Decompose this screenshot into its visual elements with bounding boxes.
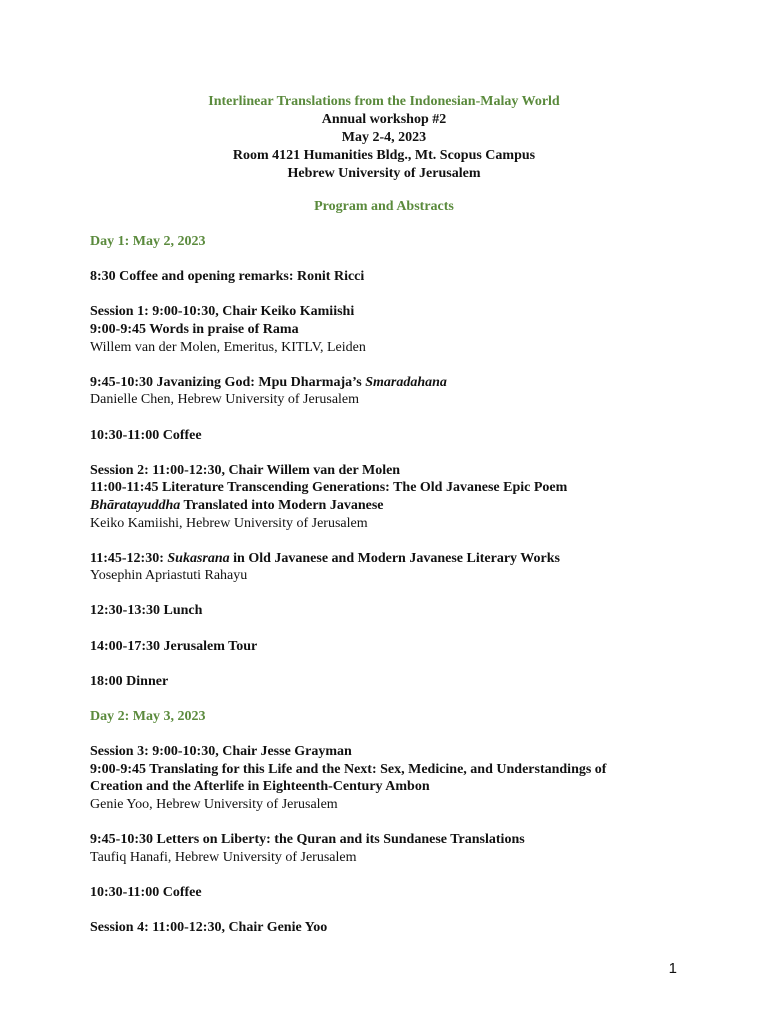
session2-talk1-title-line1: 11:00-11:45 Literature Transcending Generations: The Old Javanese Epic Poem	[90, 480, 568, 496]
document-header	[0, 93, 768, 183]
session2-talk2-speaker: Yosephin Apriastuti Rahayu	[90, 568, 248, 584]
opening-remarks: 8:30 Coffee and opening remarks: Ronit Ricci	[90, 269, 365, 285]
workshop-location: Room 4121 Humanities Bldg., Mt. Scopus Campus	[232, 148, 536, 163]
session1-talk2-title: 9:45-10:30 Javanizing God: Mpu Dharmaja’s Smaradahana	[90, 374, 447, 390]
workshop-title: Interlinear Translations from the Indonesian-Malay World	[208, 94, 560, 109]
day2-heading: Day 2: May 3, 2023	[90, 709, 206, 725]
workshop-dates: May 2-4, 2023	[341, 130, 427, 145]
session1-talk2-speaker: Danielle Chen, Hebrew University of Jerusalem	[90, 392, 360, 408]
session4-heading: Session 4: 11:00-12:30, Chair Genie Yoo	[90, 920, 328, 936]
day2-coffee: 10:30-11:00 Coffee	[90, 884, 202, 900]
session2-talk1-title-line2: Bhāratayuddha Translated into Modern Javanese	[90, 497, 384, 513]
session3-talk2-title: 9:45-10:30 Letters on Liberty: the Quran and its Sundanese Translations	[90, 832, 525, 848]
workshop-subtitle: Annual workshop #2	[321, 112, 447, 127]
session1-talk1-title: 9:00-9:45 Words in praise of Rama	[90, 321, 299, 337]
session3-heading: Session 3: 9:00-10:30, Chair Jesse Grayman	[90, 744, 352, 760]
workshop-institution: Hebrew University of Jerusalem	[287, 166, 481, 181]
session3-talk1-title-line1: 9:00-9:45 Translating for this Life and the Next: Sex, Medicine, and Understandings of	[90, 761, 607, 777]
session2-talk2-title: 11:45-12:30: Sukasrana in Old Javanese and Modern Javanese Literary Works	[90, 550, 560, 566]
program-content	[90, 233, 690, 937]
session3-talk1-speaker: Genie Yoo, Hebrew University of Jerusalem	[90, 797, 338, 812]
session2-talk1-speaker: Keiko Kamiishi, Hebrew University of Jerusalem	[90, 515, 368, 531]
day1-lunch: 12:30-13:30 Lunch	[90, 603, 203, 619]
session2-heading: Session 2: 11:00-12:30, Chair Willem van der Molen	[90, 462, 401, 478]
day1-heading: Day 1: May 2, 2023	[90, 234, 206, 249]
program-title: Program and Abstracts	[314, 199, 454, 214]
day1-coffee: 10:30-11:00 Coffee	[90, 427, 202, 443]
session3-talk2-speaker: Taufiq Hanafi, Hebrew University of Jerusalem	[90, 849, 357, 865]
page-number: 1	[668, 960, 677, 977]
day1-dinner: 18:00 Dinner	[90, 673, 169, 689]
session1-talk1-speaker: Willem van der Molen, Emeritus, KITLV, Leiden	[90, 339, 366, 355]
session3-talk1-title-line2: Creation and the Afterlife in Eighteenth-Century Ambon	[90, 779, 430, 795]
session1-heading: Session 1: 9:00-10:30, Chair Keiko Kamiishi	[90, 304, 355, 320]
day1-tour: 14:00-17:30 Jerusalem Tour	[90, 638, 258, 654]
